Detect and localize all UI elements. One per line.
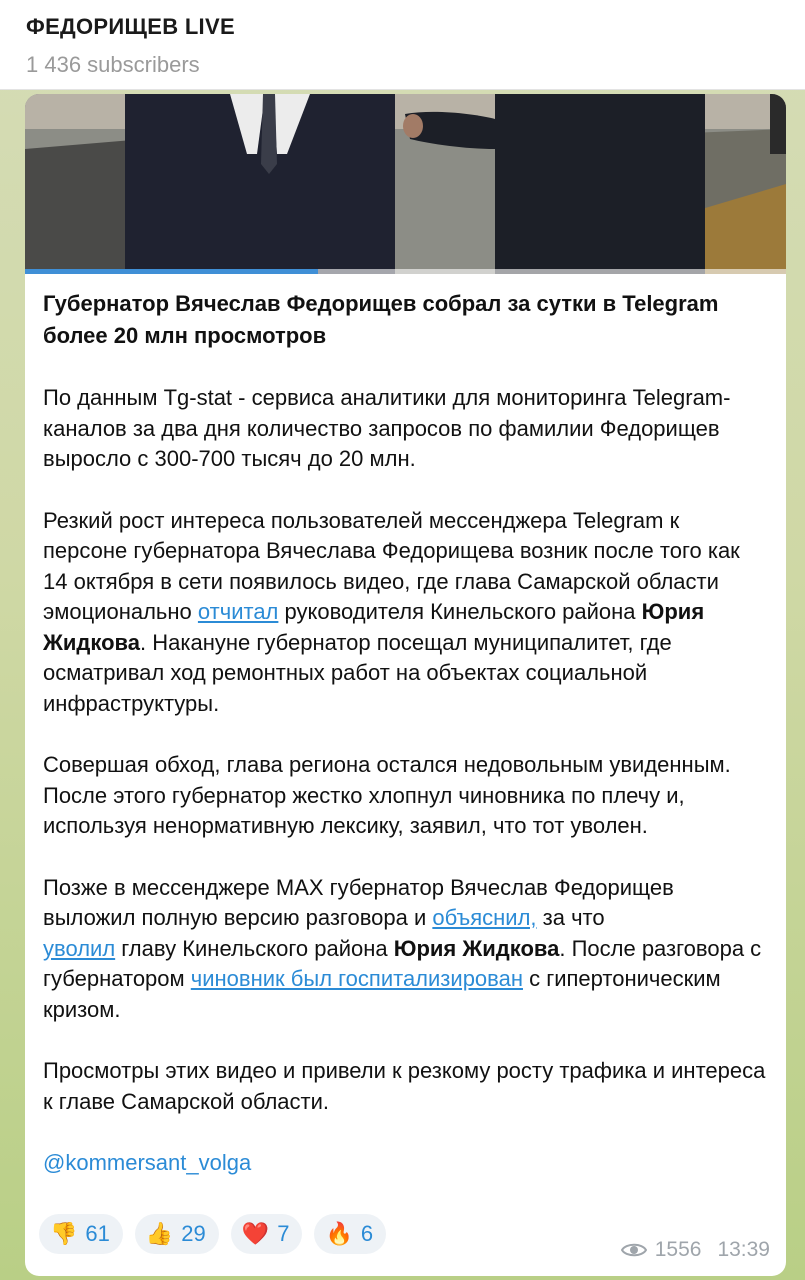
paragraph-2-text-b: руководителя Кинельского района bbox=[278, 599, 642, 624]
view-count: 1556 bbox=[654, 1238, 702, 1261]
channel-title[interactable]: ФЕДОРИЩЕВ LIVE bbox=[26, 14, 235, 39]
subscriber-count: 1 436 subscribers bbox=[26, 52, 200, 77]
paragraph-2-text-a: Резкий рост интереса пользователей мессенджера Telegram к персоне губернатора Вячеслава Федорищева возник после того как 14 октября в сети появилось видео, где глава Самарской области эмоционально bbox=[43, 507, 740, 624]
message-time: 13:39 bbox=[717, 1238, 770, 1261]
views-eye-icon bbox=[621, 1241, 647, 1259]
link-uvolil[interactable]: уволил bbox=[43, 935, 116, 961]
paragraph-2-bold-name: Юрия Жидкова bbox=[43, 599, 705, 655]
message-bubble bbox=[25, 94, 786, 1276]
heart-icon: ❤️ bbox=[241, 1221, 270, 1246]
reaction-count: 29 bbox=[181, 1221, 206, 1246]
video-progress-bar[interactable] bbox=[25, 269, 786, 274]
link-gospitalizirovan[interactable]: чиновник был госпитализирован bbox=[190, 966, 523, 991]
reaction-count: 7 bbox=[277, 1221, 290, 1246]
post-headline: Губернатор Вячеслав Федорищев собрал за сутки в Telegram более 20 млн просмотров bbox=[43, 291, 719, 348]
message-footer bbox=[25, 1202, 786, 1276]
paragraph-4 bbox=[43, 873, 768, 1026]
paragraph-2-text-c: . Накануне губернатор посещал муниципалитет, где осматривал ход ремонтных работ на объектах социальной инфраструктуры. bbox=[43, 629, 672, 716]
paragraph-1: По данным Tg-stat - сервиса аналитики для мониторинга Telegram-каналов за два дня количество запросов по фамилии Федорищев выросло с 300-700 тысяч до 20 млн. bbox=[43, 385, 731, 471]
reaction-thumbs-down[interactable] bbox=[39, 1214, 123, 1254]
paragraph-4-bold-name: Юрия Жидкова bbox=[393, 935, 560, 961]
paragraph-4-text-a: Позже в мессенджере MAX губернатор Вячеслав Федорищев выложил полную версию разговора и bbox=[43, 874, 674, 930]
video-thumbnail-image bbox=[25, 94, 786, 274]
link-otchital[interactable]: отчитал bbox=[197, 599, 279, 624]
paragraph-5: Просмотры этих видео и привели к резкому росту трафика и интереса к главе Самарской области. bbox=[43, 1058, 766, 1114]
channel-mention-link[interactable]: @kommersant_volga bbox=[43, 1150, 252, 1175]
video-progress-fill bbox=[25, 269, 318, 274]
fire-icon: 🔥 bbox=[325, 1221, 353, 1246]
thumbs-up-icon: 👍 bbox=[145, 1221, 174, 1246]
paragraph-2 bbox=[43, 506, 768, 720]
channel-header[interactable] bbox=[0, 0, 805, 90]
paragraph-4-text-c: главу Кинельского района bbox=[115, 935, 394, 961]
reaction-count: 6 bbox=[360, 1221, 374, 1246]
reaction-fire[interactable] bbox=[314, 1214, 386, 1254]
reaction-heart[interactable] bbox=[231, 1214, 303, 1254]
thumbs-down-icon: 👎 bbox=[50, 1221, 78, 1246]
reaction-thumbs-up[interactable] bbox=[135, 1214, 219, 1254]
link-obyasnil[interactable]: объяснил, bbox=[432, 905, 537, 930]
paragraph-4-text-d: . После разговора с губернатором bbox=[43, 935, 762, 991]
message-meta bbox=[621, 1238, 770, 1262]
video-preview[interactable] bbox=[25, 94, 786, 274]
reaction-count: 61 bbox=[85, 1221, 110, 1246]
paragraph-3: Совершая обход, глава региона остался недовольным увиденным. После этого губернатор жестко хлопнул чиновника по плечу и, используя ненормативную лексику, заявил, что тот уволен. bbox=[43, 752, 731, 838]
paragraph-4-text-b: за что bbox=[536, 905, 605, 930]
paragraph-4-text-e: с гипертоническим кризом. bbox=[43, 966, 721, 1022]
message-text bbox=[25, 274, 786, 1178]
